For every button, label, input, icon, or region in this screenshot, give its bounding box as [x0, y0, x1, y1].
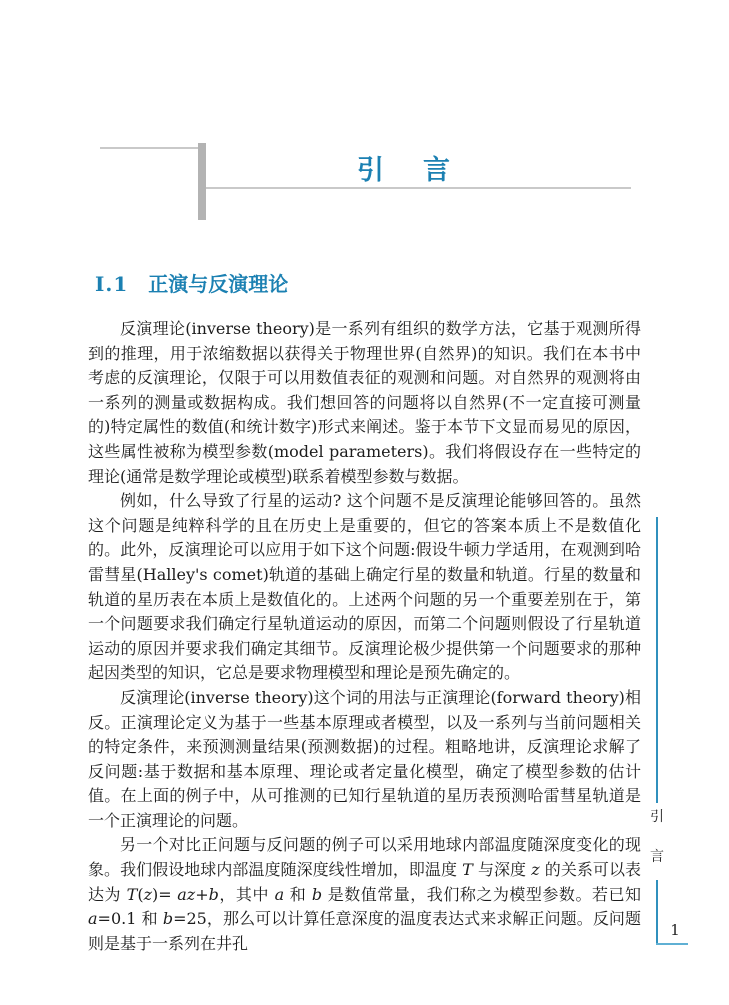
- paragraph-text: 反演理论(inverse theory)是一系列有组织的数学方法，它基于观测所得到的推理，用于浓缩数据以获得关于物理世界(自然界)的知识。我们在本书中考虑的反演理论，仅限于可以用数值表征的观测和问题。对自然界的观测将由一系列的测量或数据构成。我们想回答的问题将以自然界(不一定直接可测量的)特定属性的数值(和统计数字)形式来阐述。鉴于本节下文显而易见的原因，这些属性被称为模型参数(model parameters)。我们将假设存在一些特定的理论(通常是数学理论或模型)联系着模型参数与数据。: [88, 319, 641, 486]
- sidebar-chapter-label: [648, 809, 666, 865]
- paragraph-text: 的关系可以表达为: [88, 860, 641, 904]
- body-text: [88, 317, 641, 956]
- math-variable: z: [143, 884, 152, 904]
- math-variable: b: [208, 884, 219, 904]
- paragraph: [88, 489, 641, 686]
- chapter-title-char-left: 引: [357, 155, 384, 186]
- paragraph-text: =0.1 和: [97, 909, 163, 929]
- sidebar-label-char-2: 言: [650, 849, 664, 865]
- paragraph-text: +: [195, 884, 209, 904]
- paragraph-text: )=: [152, 884, 178, 904]
- section-title: 正演与反演理论: [148, 272, 289, 296]
- header-rule: [206, 187, 631, 189]
- decor-corner-line: [100, 147, 199, 149]
- chapter-title-char-right: 言: [423, 155, 450, 186]
- sidebar-rule-lower-vertical: [656, 880, 658, 944]
- math-variable: b: [162, 909, 174, 929]
- chapter-title: [357, 157, 450, 185]
- math-variable: b: [311, 884, 323, 904]
- math-variable: az: [177, 884, 196, 904]
- paragraph-text: 与深度: [472, 860, 532, 880]
- paragraph-text: (: [137, 884, 144, 904]
- section-heading: [95, 271, 288, 297]
- math-variable: a: [274, 884, 285, 904]
- paragraph-text: 另一个对比正问题与反问题的例子可以采用地球内部温度随深度变化的现象。我们假设地球内部温度随深度线性增加，即温度: [88, 835, 641, 880]
- sidebar-label-char-1: 引: [650, 809, 664, 825]
- math-variable: a: [88, 909, 98, 929]
- page-number: 1: [670, 921, 680, 939]
- paragraph: [88, 686, 641, 834]
- math-variable: T: [462, 860, 473, 880]
- paragraph-text: ，其中: [218, 884, 275, 904]
- section-number: I.1: [95, 272, 129, 296]
- paragraph-text: =25，那么可以计算任意深度的温度表达式来求解正问题。反问题则是基于一系列在井孔: [88, 909, 641, 953]
- math-variable: T: [126, 884, 138, 904]
- sidebar-rule-lower-horizontal: [656, 943, 688, 945]
- paragraph-text: 反演理论(inverse theory)这个词的用法与正演理论(forward theory)相反。正演理论定义为基于一些基本原理或者模型，以及一系列与当前问题相关的特定条件，来预测测量结果(预测数据)的过程。粗略地讲，反演理论求解了反问题:基于数据和基本原理、理论或者定量化模型，确定了模型参数的估计值。在上面的例子中，从可推测的已知行星轨道的星历表预测哈雷彗星轨道是一个正演理论的问题。: [88, 687, 641, 830]
- paragraph-text: 例如，什么导致了行星的运动? 这个问题不是反演理论能够回答的。虽然这个问题是纯粹科学的且在历史上是重要的，但它的答案本质上不是数值化的。此外，反演理论可以应用于如下这个问题:假设牛顿力学适用，在观测到哈雷彗星(Halley's comet)轨道的基础上确定行星的数量和轨道。行星的数量和轨道的星历表在本质上是数值化的。上述两个问题的另一个重要差别在于，第一个问题要求我们确定行星轨道运动的原因，而第二个问题则假设了行星轨道运动的原因并要求我们确定其细节。反演理论极少提供第一个问题要求的那种起因类型的知识，它总是要求物理模型和理论是预先确定的。: [88, 491, 641, 683]
- paragraph: [88, 317, 641, 489]
- paragraph-text: 和: [284, 884, 312, 904]
- sidebar-rule-upper: [656, 517, 658, 803]
- decor-vertical-bar: [198, 143, 206, 220]
- math-variable: z: [531, 860, 540, 880]
- paragraph-text: 是数值常量，我们称之为模型参数。若已知: [322, 884, 641, 904]
- paragraph: [88, 833, 641, 956]
